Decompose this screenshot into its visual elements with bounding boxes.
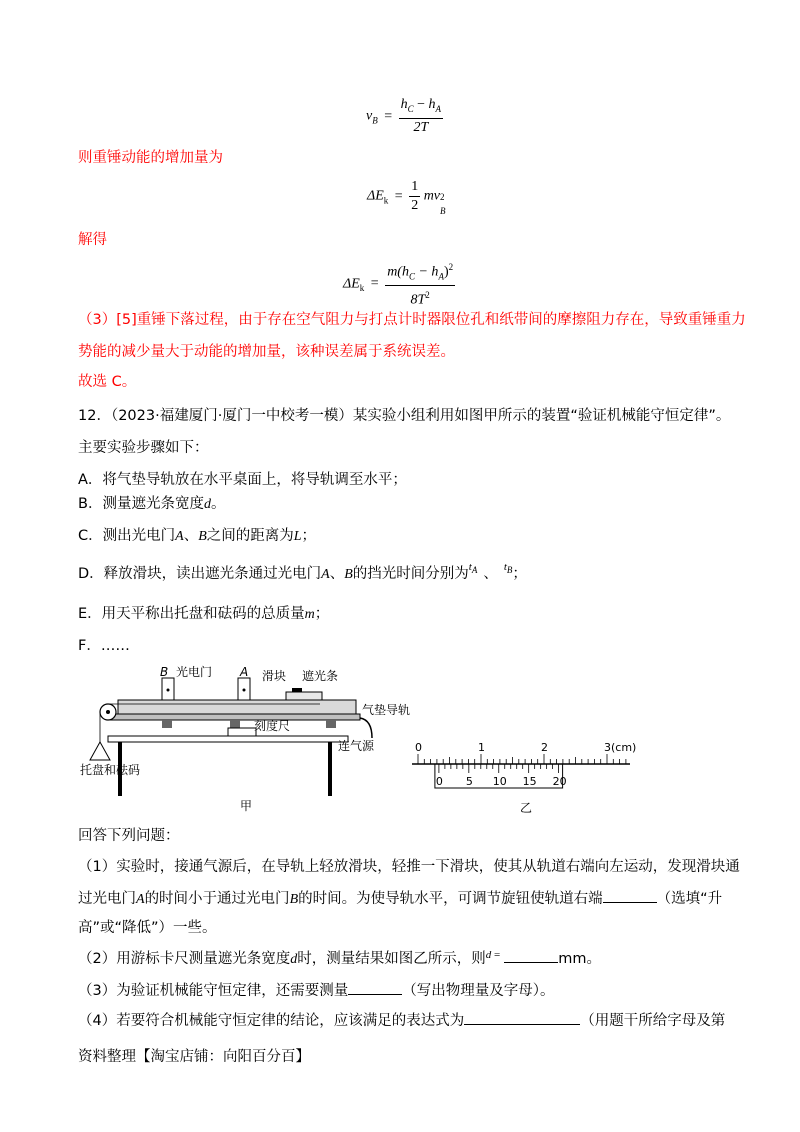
formula-delta-ek: $\Delta E_k$ = $\frac{1}{2}$ mv 2 B: [367, 179, 446, 216]
formula-vb: $v_B$ = $\frac{h_C - h_A}{2T}$: [366, 97, 442, 135]
tray-weight-icon: [90, 742, 110, 760]
formula-ek-lhs: ΔE: [367, 188, 384, 204]
formula-vb-num-h2: h: [428, 97, 436, 112]
q12-number: 12．: [78, 408, 111, 424]
formula3-num: m(h: [387, 264, 409, 280]
q12-step-c: [78, 526, 316, 547]
step-c-end: ；: [301, 528, 317, 544]
vernier-label: 15: [522, 775, 537, 788]
formula3-num-mid: − h: [414, 264, 439, 280]
figure-jia: [80, 660, 420, 820]
q2-unit: mm。: [558, 951, 601, 967]
step-d-var-a: A: [321, 567, 330, 582]
q2-text2: 时，测量结果如图乙所示，则: [297, 951, 486, 967]
q1-line2: [78, 888, 722, 910]
q1-var-a: A: [136, 892, 145, 907]
table-top: [108, 736, 348, 742]
q12-step-e: [78, 604, 329, 625]
step-d-end: ；: [512, 566, 527, 582]
q1-text3: 的时间。为使导轨水平，可调节旋钮使轨道右端: [298, 891, 603, 907]
q12-step-a: A．将气垫导轨放在水平桌面上，将导轨调至水平；: [78, 472, 407, 488]
formula3-num-sup: 2: [448, 262, 454, 272]
q2-answer-blank[interactable]: [504, 948, 558, 963]
q1-text2: 的时间小于通过光电门: [144, 891, 290, 907]
q3-text1: （3）为验证机械能守恒定律，还需要测量: [78, 983, 349, 999]
formula-vb-den: 2T: [413, 119, 429, 135]
q12-step-b: [78, 494, 225, 515]
q1-answer-blank[interactable]: [603, 888, 657, 903]
caption-jia: 甲: [240, 799, 253, 813]
step-c-var-b: B: [198, 529, 207, 544]
q2-var-d: d: [290, 952, 298, 967]
q3-answer-blank[interactable]: [348, 980, 402, 995]
figure-yi: [408, 740, 638, 820]
q2-eq: =: [491, 949, 501, 961]
main-scale-label: 1: [478, 741, 485, 754]
step-b-var: d: [203, 497, 211, 512]
q2-text1: （2）用游标卡尺测量遮光条宽度: [78, 951, 291, 967]
label-air-source: 连气源: [338, 739, 375, 753]
label-b: B: [160, 665, 169, 679]
label-tray-weights: 托盘和砝码: [80, 763, 141, 777]
step-c-sep: 、: [183, 528, 199, 544]
vernier-label: 5: [465, 775, 473, 788]
slider-block: [286, 692, 322, 700]
step-d-sep: 、: [329, 566, 345, 582]
vernier-label: 0: [435, 775, 443, 788]
q12-source: （2023·福建厦门·厦门一中校考一模）: [110, 408, 353, 424]
step-c-text2: 之间的距离为: [206, 528, 294, 544]
step-d-ta-sub: A: [471, 565, 478, 576]
formula3-den: 8T: [410, 293, 426, 309]
q2-var-d2: d: [485, 949, 492, 961]
label-a: A: [240, 665, 249, 679]
q3-line: [78, 980, 554, 1001]
q4-line: [78, 1010, 725, 1031]
formula-ek-frac-num: 1: [409, 178, 420, 197]
step-e-text: E．用天平称出托盘和砝码的总质量: [78, 606, 305, 622]
vernier-label: 10: [492, 775, 507, 788]
main-scale-label: 2: [541, 741, 548, 754]
formula3-lhs-sub: k: [359, 283, 365, 294]
text-solve: 解得: [78, 232, 107, 248]
q12-stem: 某实验小组利用如图甲所示的装置“验证机械能守恒定律”。: [352, 408, 731, 424]
q3-text2: （写出物理量及字母）。: [402, 983, 555, 999]
q4-text1: （4）若要符合机械能守恒定律的结论，应该满足的表达式为: [78, 1013, 465, 1029]
q12-steps-title: 主要实验步骤如下：: [78, 440, 209, 456]
label-light-strip: 遮光条: [302, 669, 339, 683]
ruler: [228, 728, 256, 736]
q1-var-b: B: [289, 892, 299, 907]
light-strip: [292, 688, 302, 692]
main-scale-label: 3(cm): [604, 741, 637, 754]
label-photogate: 光电门: [176, 665, 213, 679]
formula-vb-num-sub1: C: [407, 103, 414, 114]
label-air-track: 气垫导轨: [362, 703, 411, 717]
label-slider: 滑块: [262, 669, 287, 683]
formula-vb-fraction: [399, 96, 443, 137]
step-b-end: 。: [210, 496, 226, 512]
formula-ek-lhs-sub: k: [383, 195, 389, 206]
step-d-var-b: B: [344, 567, 353, 582]
step-e-var: m: [304, 607, 315, 622]
q1-text1: 过光电门: [78, 891, 136, 907]
formula-ek-fraction: [409, 178, 420, 215]
air-track-base: [110, 714, 360, 720]
text-kinetic-increase: 则重锤动能的增加量为: [78, 150, 223, 166]
formula3-lhs: ΔE: [343, 276, 360, 292]
q1-text4: （选填“升: [656, 891, 723, 907]
q4-answer-blank[interactable]: [464, 1010, 580, 1025]
formula-vb-minus: −: [417, 97, 426, 112]
caption-yi: 乙: [520, 801, 533, 815]
air-track-rail: [118, 700, 356, 714]
step-b-text: B．测量遮光条宽度: [78, 496, 204, 512]
q1-line1: （1）实验时，接通气源后，在导轨上轻放滑块，轻推一下滑块，使其从轨道右端向左运动，发现滑块通: [78, 859, 740, 875]
q2-line: [78, 948, 601, 970]
answer3-line1: （3）[5]重锤下落过程，由于存在空气阻力与打点计时器限位孔和纸带间的摩擦阻力存在，导致重锤重力: [78, 312, 746, 328]
q12-header: [78, 406, 730, 426]
q12-step-f: F．……: [78, 638, 130, 654]
formula-vb-num-h1: h: [400, 97, 408, 112]
formula3-fraction: [385, 258, 455, 310]
vernier-label: 20: [552, 775, 567, 788]
label-ruler: 刻度尺: [254, 719, 291, 733]
footer-note: 资料整理【淘宝店铺：向阳百分百】: [78, 1049, 310, 1065]
formula-ek-rhs-sub: B: [440, 205, 446, 216]
answer-choice: 故选 C。: [78, 374, 137, 390]
formula3-num-end: ): [443, 264, 449, 280]
step-c-var-l: L: [293, 529, 302, 544]
formula-ek-rhs: mv: [423, 188, 441, 204]
step-d-text2: 的挡光时间分别为: [352, 566, 469, 582]
step-e-end: ；: [314, 606, 330, 622]
step-c-text: C．测出光电门: [78, 528, 176, 544]
vernier-scale: [435, 764, 567, 788]
formula-ek-rhs-sup: 2: [440, 191, 445, 202]
main-scale: [412, 741, 636, 764]
formula3-den-sup: 2: [425, 290, 430, 301]
formula-vb-lhs: v: [366, 108, 373, 124]
answer3-line2: 势能的减少量大于动能的增加量，该种误差属于系统误差。: [78, 344, 455, 360]
step-d-sep2: 、: [483, 566, 498, 582]
formula3-num-sub1: C: [408, 271, 415, 282]
step-d-tb: t: [503, 561, 507, 573]
formula-vb-lhs-sub: B: [372, 115, 378, 126]
step-d-tb-sub: B: [506, 565, 513, 576]
air-hose: [360, 718, 372, 738]
formula3-num-sub2: A: [438, 271, 444, 282]
q1-line3: 高”或“降低”）一些。: [78, 920, 217, 936]
formula-delta-ek-result: $\Delta E_k$ = $\frac{m(h_C - h_A)^2}{8T^2}$: [343, 258, 455, 310]
formula-vb-num-sub2: A: [435, 103, 442, 114]
main-scale-label: 0: [415, 741, 422, 754]
questions-intro: 回答下列问题：: [78, 828, 180, 844]
q12-step-d: [78, 561, 527, 588]
step-d-ta: t: [468, 561, 472, 573]
step-c-var-a: A: [175, 529, 184, 544]
step-d-text: D．释放滑块，读出遮光条通过光电门: [78, 566, 322, 582]
formula-ek-frac-den: 2: [411, 198, 419, 213]
q4-text2: （用题干所给字母及第: [580, 1013, 726, 1029]
